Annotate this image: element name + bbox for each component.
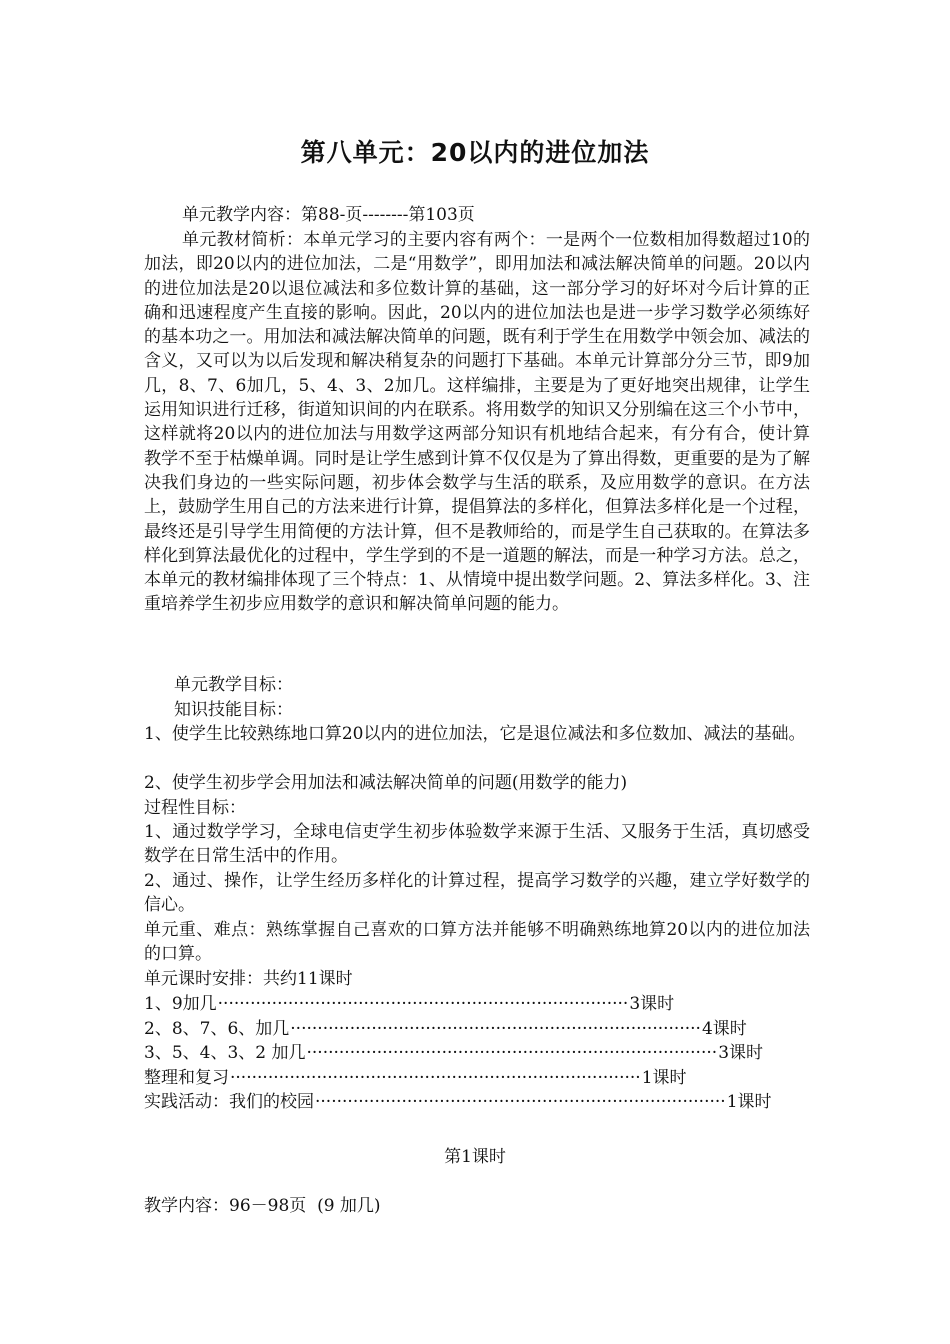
process-goals-heading: 过程性目标： xyxy=(144,798,246,818)
dot-leader: ············································································ xyxy=(315,1092,726,1112)
schedule-item: 实践活动：我们的校园 xyxy=(144,1092,314,1112)
dot-leader: ············································································ xyxy=(217,994,629,1014)
schedule-heading: 单元课时安排：共约11课时 xyxy=(144,969,353,989)
schedule-hours: 1课时 xyxy=(726,1092,772,1112)
schedule-row xyxy=(144,992,675,1016)
process-goal-1: 1、通过数学学习，全球电信吏学生初步体验数学来源于生活、又服务于生活，真切感受数学在日常生活中的作用。 xyxy=(144,822,810,867)
schedule-row xyxy=(144,1017,747,1041)
schedule-hours: 1课时 xyxy=(641,1068,687,1088)
document-title: 第八单元：20以内的进位加法 xyxy=(300,138,650,167)
schedule-hours: 3课时 xyxy=(629,994,675,1014)
content-range: 单元教学内容：第88-页--------第103页 xyxy=(182,205,475,225)
knowledge-goals-heading: 知识技能目标： xyxy=(174,700,293,720)
material-analysis-paragraph: 单元教材简析：本单元学习的主要内容有两个：一是两个一位数相加得数超过10的加法，即20以内的进位加法，二是“用数学”，即用加法和减法解决简单的问题。20以内的进位加法是20以退位减法和多位数计算的基础，这一部分学习的好坏对今后计算的正确和迅速程度产生直接的影响。因此，20以内的进位加法也是进一步学习数学必须练好的基本功之一。用加法和减法解决简单的问题，既有利于学生在用数学中领会加、减法的含义，又可以为以后发现和解决稍复杂的问题打下基础。本单元计算部分分三节，即9加几，8、7、6加几，5、4、3、2加几。这样编排，主要是为了更好地突出规律，让学生运用知识进行迁移，街道知识间的内在联系。将用数学的知识又分别编在这三个小节中，这样就将20以内的进位加法与用数学这两部分知识有机地结合起来，有分有合，使计算教学不至于枯燥单调。同时是让学生感到计算不仅仅是为了算出得数，更重要的是为了解决我们身边的一些实际问题，初步体会数学与生活的联系，及应用数学的意识。在方法上，鼓励学生用自己的方法来进行计算，提倡算法的多样化，但算法多样化是一个过程，最终还是引导学生用简便的方法计算，但不是教师给的，而是学生自己获取的。在算法多样化到算法最优化的过程中，学生学到的不是一道题的解法，而是一种学习方法。总之，本单元的教材编排体现了三个特点：1、从情境中提出数学问题。2、算法多样化。3、注重培养学生初步应用数学的意识和解决简单问题的能力。 xyxy=(144,230,810,615)
schedule-row xyxy=(144,1041,764,1065)
schedule-item: 1、9加几 xyxy=(144,994,217,1014)
key-difficult-points: 单元重、难点：熟练掌握自己喜欢的口算方法并能够不明确熟练地算20以内的进位加法的口算。 xyxy=(144,920,810,965)
lesson-content: 教学内容：96－98页 (9 加几) xyxy=(144,1196,381,1216)
schedule-row xyxy=(144,1090,772,1114)
schedule-item: 3、5、4、3、2 加几 xyxy=(144,1043,306,1063)
dot-leader: ············································································ xyxy=(306,1043,718,1063)
dot-leader: ············································································ xyxy=(230,1068,641,1088)
dot-leader: ············································································ xyxy=(290,1019,701,1039)
schedule-row xyxy=(144,1066,687,1090)
goals-heading: 单元教学目标： xyxy=(174,675,293,695)
knowledge-goal-2: 2、使学生初步学会用加法和减法解决简单的问题(用数学的能力) xyxy=(144,773,628,793)
schedule-item: 整理和复习 xyxy=(144,1068,229,1088)
schedule-hours: 3课时 xyxy=(718,1043,764,1063)
schedule-hours: 4课时 xyxy=(701,1019,747,1039)
process-goal-2: 2、通过、操作，让学生经历多样化的计算过程，提高学习数学的兴趣，建立学好数学的信心。 xyxy=(144,871,810,916)
lesson-heading: 第1课时 xyxy=(444,1147,506,1167)
knowledge-goal-1: 1、使学生比较熟练地口算20以内的进位加法，它是退位减法和多位数加、减法的基础。 xyxy=(144,724,806,744)
schedule-item: 2、8、7、6、加几 xyxy=(144,1019,290,1039)
